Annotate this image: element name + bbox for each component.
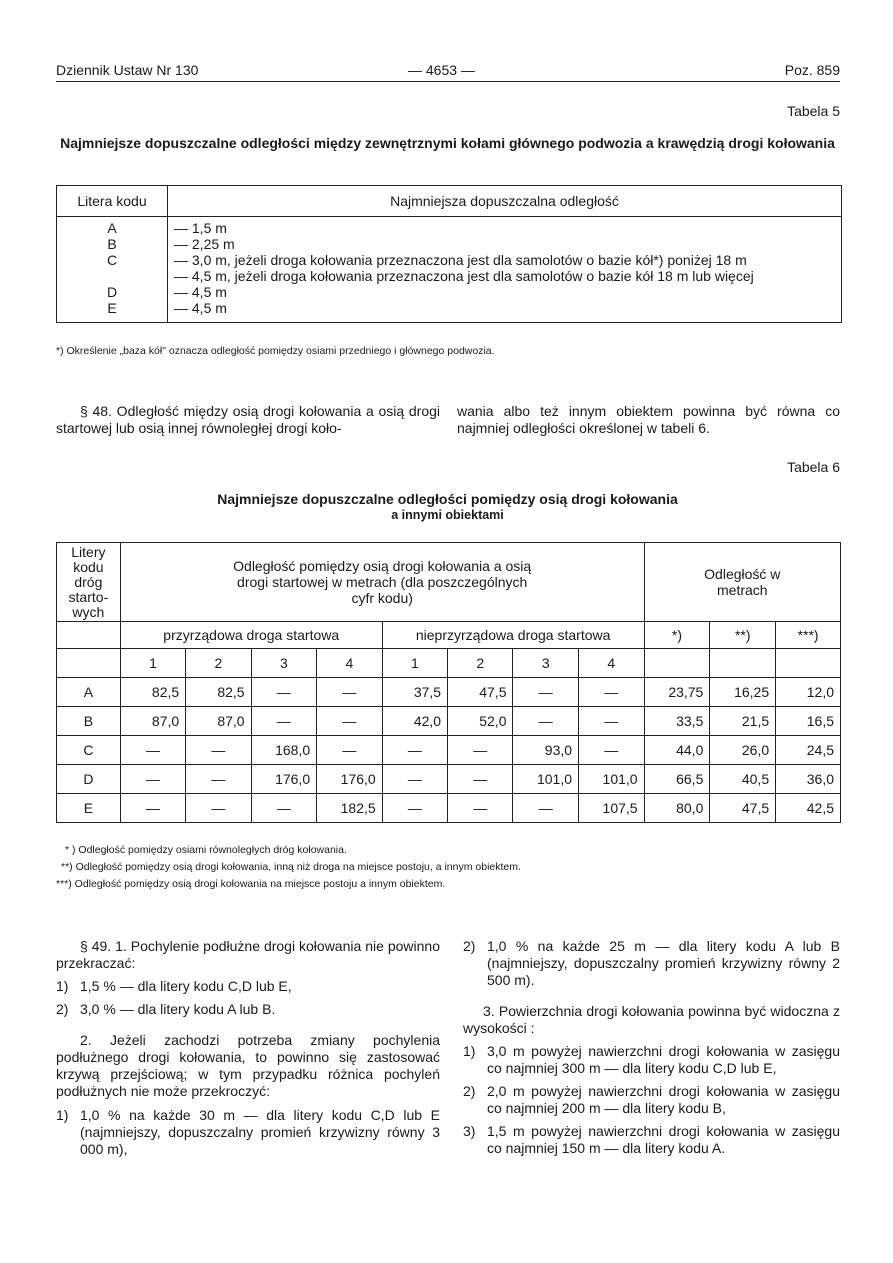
table6-empty-cell — [57, 649, 121, 678]
table6-digit: 2 — [448, 649, 513, 678]
list-item-text: 2,0 m powyżej nawierzchni drogi kołowania w zasięgu co najmniej 200 m — dla litery kodu B, — [487, 1083, 840, 1116]
list-item — [56, 1107, 440, 1158]
table6-cell: 47,5 — [710, 794, 776, 823]
journal-title: Dziennik Ustaw Nr 130 — [56, 62, 199, 78]
table6-cell: 87,0 — [186, 707, 251, 736]
table5-distance: — 3,0 m, jeżeli droga kołowania przeznaczona jest dla samolotów o bazie kół*) poniżej 18 m — [174, 252, 747, 268]
table6-cell: — — [251, 794, 317, 823]
table6-header-instrument: przyrządowa droga startowa — [120, 622, 382, 649]
table5-distance: — 2,25 m — [174, 236, 235, 252]
table6-cell: 82,5 — [120, 678, 185, 707]
table6-cell: — — [186, 794, 251, 823]
table5-header-code: Litera kodu — [57, 186, 168, 217]
table5-header-distance: Najmniejsza dopuszczalna odległość — [168, 186, 842, 217]
list-item — [463, 938, 840, 989]
table6-cell: 182,5 — [317, 794, 383, 823]
table6-cell: 37,5 — [382, 678, 447, 707]
table6-cell: — — [513, 794, 579, 823]
table6-footnote: ***) Odległość pomiędzy osią drogi kołowania na miejsce postoju a innym obiektem. — [56, 878, 446, 890]
list-item-text: 1,5 m powyżej nawierzchni drogi kołowania w zasięgu co najmniej 150 m — dla litery kodu A. — [487, 1123, 840, 1156]
table5-code: D — [106, 284, 118, 300]
table6-cell: — — [186, 765, 251, 794]
section48-col2: wania albo też innym obiektem powinna być równa co najmniej odległości określonej w tabeli 6. — [457, 403, 840, 436]
table6-header-star1: *) — [644, 622, 710, 649]
table6-footnote: * ) Odległość pomiędzy osiami równoległych dróg kołowania. — [65, 844, 347, 856]
table6-cell: 176,0 — [251, 765, 317, 794]
table6-cell: — — [448, 765, 513, 794]
table6-cell: — — [579, 707, 645, 736]
list-item — [463, 1043, 840, 1077]
table6-label: Tabela 6 — [787, 459, 840, 475]
header-rule — [56, 81, 840, 82]
table6-digit: 4 — [579, 649, 645, 678]
table6-cell: — — [579, 678, 645, 707]
table5-label: Tabela 5 — [787, 103, 840, 119]
table5-distance: — 4,5 m — [174, 300, 227, 316]
table6-cell: — — [579, 736, 645, 765]
table6-header-star2: **) — [710, 622, 776, 649]
table6-header-codes: Litery kodu dróg starto-wych — [57, 543, 121, 622]
list-item-number: 1) — [463, 1043, 476, 1059]
table6-cell: — — [317, 736, 383, 765]
table6-cell: 93,0 — [513, 736, 579, 765]
list-item-number: 2) — [56, 1001, 69, 1017]
table6-cell: — — [448, 736, 513, 765]
table5-codes-cell — [57, 217, 168, 323]
table6-digit: 3 — [513, 649, 579, 678]
table5-code: C — [106, 252, 118, 268]
table-row — [57, 707, 841, 736]
table6-cell: 23,75 — [644, 678, 710, 707]
table-row — [57, 678, 841, 707]
table6-header-runway: Odległość pomiędzy osią drogi kołowania a osią drogi startowej w metrach (dla poszczególnych cyfr kodu) — [120, 543, 644, 622]
table6-cell: 82,5 — [186, 678, 251, 707]
table6-cell: — — [317, 707, 383, 736]
section49-p1: § 49. 1. Pochylenie podłużne drogi kołowania nie powinno przekraczać: — [56, 938, 440, 971]
table6-header-noninstrument: nieprzyrządowa droga startowa — [382, 622, 644, 649]
table6-cell: 26,0 — [710, 736, 776, 765]
list-item — [463, 1083, 840, 1117]
section49-right-column — [463, 938, 840, 1163]
table6-cell: 33,5 — [644, 707, 710, 736]
position-number: Poz. 859 — [784, 62, 840, 78]
table6-cell: — — [382, 736, 447, 765]
table6-cell: 101,0 — [579, 765, 645, 794]
table6 — [56, 542, 841, 823]
list-item-text: 1,0 % na każde 25 m — dla litery kodu A lub B (najmniejszy, dopuszczalny promień krzywizny równy 2 500 m). — [487, 938, 840, 988]
table6-empty-cell — [710, 649, 776, 678]
table6-row-code: B — [57, 707, 121, 736]
table6-footnote: **) Odległość pomiędzy osią drogi kołowania, inną niż droga na miejsce postoju, a innym obiektem. — [61, 861, 521, 873]
table5-distance: — 1,5 m — [174, 220, 227, 236]
table5-code: E — [107, 300, 117, 316]
table6-row-code: D — [57, 765, 121, 794]
list-item — [56, 978, 440, 995]
table5-code: B — [107, 236, 117, 252]
table6-cell: 42,5 — [776, 794, 841, 823]
section49-left-column — [56, 938, 440, 1164]
table6-cell: 107,5 — [579, 794, 645, 823]
table5-title: Najmniejsze dopuszczalne odległości między zewnętrznymi kołami głównego podwozia a krawędzią drogi kołowania — [60, 135, 835, 151]
table6-cell: — — [251, 707, 317, 736]
table6-row-code: C — [57, 736, 121, 765]
table6-cell: — — [513, 707, 579, 736]
table6-title-line1: Najmniejsze dopuszczalne odległości pomiędzy osią drogi kołowania — [217, 491, 678, 507]
list-item-number: 1) — [56, 1107, 69, 1123]
table-row — [57, 736, 841, 765]
table6-digit: 1 — [120, 649, 185, 678]
table6-title-line2: a innymi obiektami — [391, 508, 504, 522]
table6-cell: 24,5 — [776, 736, 841, 765]
table6-header-other: Odległość w metrach — [644, 543, 840, 622]
section48-col1: § 48. Odległość między osią drogi kołowania a osią drogi startowej lub osią innej równoległej drogi koło- — [56, 403, 440, 436]
table5-distance: — 4,5 m, jeżeli droga kołowania przeznaczona jest dla samolotów o bazie kół 18 m lub więcej — [174, 268, 754, 284]
table6-cell: — — [251, 678, 317, 707]
table6-cell: 52,0 — [448, 707, 513, 736]
table6-row-code: E — [57, 794, 121, 823]
table6-cell: — — [382, 794, 447, 823]
table6-empty-cell — [644, 649, 710, 678]
list-item-number: 3) — [463, 1123, 476, 1139]
table6-cell: — — [120, 765, 185, 794]
table6-empty-cell — [776, 649, 841, 678]
list-item-text: 3,0 m powyżej nawierzchni drogi kołowania w zasięgu co najmniej 300 m — dla litery kodu C,D lub E, — [487, 1043, 840, 1076]
list-item — [56, 1001, 440, 1018]
table6-cell: — — [513, 678, 579, 707]
table6-empty-cell — [57, 622, 121, 649]
list-item-text: 3,0 % — dla litery kodu A lub B. — [80, 1001, 276, 1017]
table6-digit: 3 — [251, 649, 317, 678]
table6-digit: 4 — [317, 649, 383, 678]
table5 — [56, 185, 842, 323]
list-item-number: 1) — [56, 978, 69, 994]
page-number: — 4653 — — [408, 62, 475, 78]
table6-cell: 44,0 — [644, 736, 710, 765]
table6-cell: 16,5 — [776, 707, 841, 736]
list-item-number: 2) — [463, 938, 476, 954]
table6-cell: 101,0 — [513, 765, 579, 794]
table6-cell: 80,0 — [644, 794, 710, 823]
table6-cell: 87,0 — [120, 707, 185, 736]
section49-p2: 2. Jeżeli zachodzi potrzeba zmiany pochylenia podłużnego drogi kołowania, to powinno się zastosować krzywą przejściową; w tym przypadku różnica pochyleń podłużnych nie może przekroczyć: — [56, 1032, 440, 1099]
table-row — [57, 765, 841, 794]
table6-cell: 47,5 — [448, 678, 513, 707]
table6-cell: 168,0 — [251, 736, 317, 765]
table6-cell: 16,25 — [710, 678, 776, 707]
table6-cell: — — [120, 794, 185, 823]
table5-distances-cell — [168, 217, 842, 323]
table6-cell: 66,5 — [644, 765, 710, 794]
table-row — [57, 794, 841, 823]
table6-digit: 2 — [186, 649, 251, 678]
table6-cell: 176,0 — [317, 765, 383, 794]
table6-cell: — — [317, 678, 383, 707]
list-item — [463, 1123, 840, 1157]
table5-code: A — [107, 220, 117, 236]
list-item-text: 1,0 % na każde 30 m — dla litery kodu C,D lub E (najmniejszy, dopuszczalny promień krzywizny równy 3 000 m), — [80, 1107, 440, 1157]
section49-p3: 3. Powierzchnia drogi kołowania powinna być widoczna z wysokości : — [463, 1003, 840, 1036]
table6-cell: — — [382, 765, 447, 794]
table6-digit: 1 — [382, 649, 447, 678]
list-item-number: 2) — [463, 1083, 476, 1099]
table6-cell: 36,0 — [776, 765, 841, 794]
table6-header-star3: ***) — [776, 622, 841, 649]
table5-code — [63, 268, 161, 284]
table6-cell: 12,0 — [776, 678, 841, 707]
table5-footnote: *) Określenie „baza kół" oznacza odległość pomiędzy osiami przedniego i głównego podwozia. — [56, 345, 495, 357]
table6-cell: 42,0 — [382, 707, 447, 736]
table6-cell: 40,5 — [710, 765, 776, 794]
table6-row-code: A — [57, 678, 121, 707]
table6-footnotes — [56, 842, 521, 893]
table5-distance: — 4,5 m — [174, 284, 227, 300]
table6-cell: — — [120, 736, 185, 765]
table6-cell: 21,5 — [710, 707, 776, 736]
table6-cell: — — [448, 794, 513, 823]
list-item-text: 1,5 % — dla litery kodu C,D lub E, — [80, 978, 292, 994]
table6-cell: — — [186, 736, 251, 765]
